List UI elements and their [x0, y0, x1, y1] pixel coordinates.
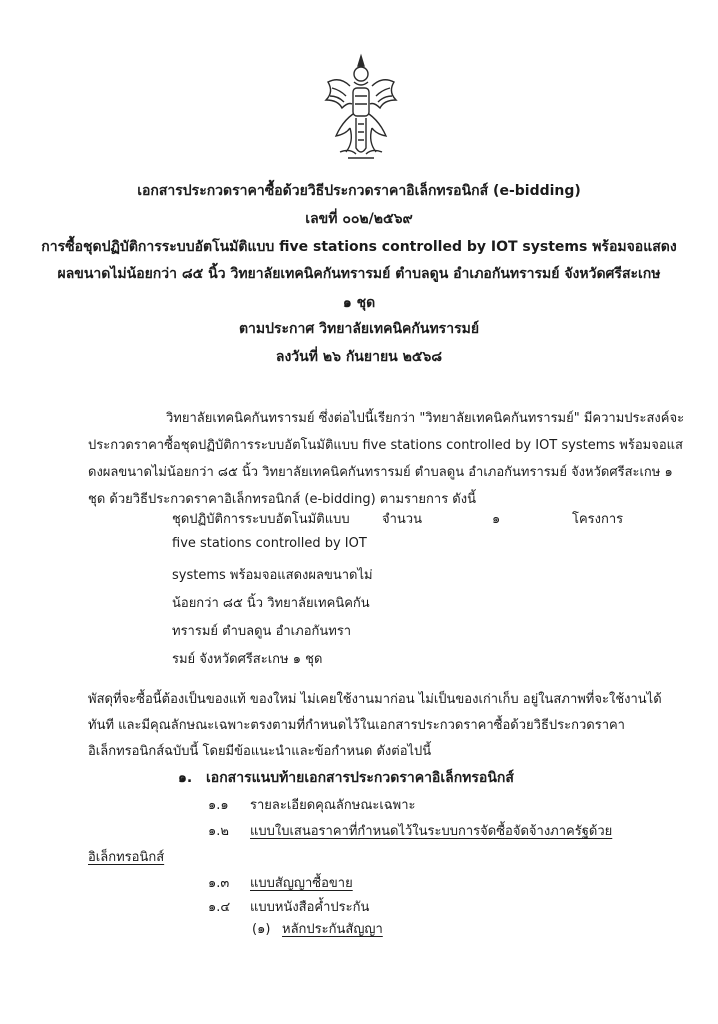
item-desc-line-6: รมย์ จังหวัดศรีสะเกษ ๑ ชุด: [172, 652, 323, 667]
intro-line-3: ดงผลขนาดไม่น้อยกว่า ๘๕ นิ้ว วิทยาลัยเทคนิคกันทรารมย์ ตำบลดูน อำเภอกันทรารมย์ จังหวัดศรีสะเกษ ๑: [88, 465, 673, 480]
item-1-2-link-continuation[interactable]: อิเล็กทรอนิกส์: [88, 850, 165, 865]
intro-line-2: ประกวดราคาซื้อชุดปฏิบัติการระบบอัตโนมัติแบบ five stations controlled by IOT systems พร้อมจอแส: [88, 438, 683, 453]
sub-item-1-number: (๑): [252, 922, 271, 937]
item-1-3-link[interactable]: แบบสัญญาซื้อขาย: [250, 876, 353, 891]
condition-line-1: พัสดุที่จะซื้อนี้ต้องเป็นของแท้ ของใหม่ ไม่เคยใช้งานมาก่อน ไม่เป็นของเก่าเก็บ อยู่ในสภาพที่จะใช้งานได้: [88, 692, 662, 707]
subject-line-1: การซื้อชุดปฏิบัติการระบบอัตโนมัติแบบ five stations controlled by IOT systems พร้อมจอแสดง: [41, 239, 677, 255]
item-desc-line-5: ทรารมย์ ตำบลดูน อำเภอกันทรา: [172, 624, 352, 639]
item-desc-line-4: น้อยกว่า ๘๕ นิ้ว วิทยาลัยเทคนิคกัน: [172, 596, 370, 611]
item-1-4-number: ๑.๔: [208, 900, 231, 915]
item-qty-label: จำนวน: [382, 512, 422, 527]
item-unit: โครงการ: [572, 512, 624, 527]
item-1-4-text: แบบหนังสือค้ำประกัน: [250, 900, 370, 915]
date-line: ลงวันที่ ๒๖ กันยายน ๒๕๖๘: [275, 349, 443, 365]
item-1-2-number: ๑.๒: [208, 824, 229, 839]
condition-line-3: อิเล็กทรอนิกส์ฉบับนี้ โดยมีข้อแนะนำและข้อกำหนด ดังต่อไปนี้: [88, 744, 432, 759]
item-1-1-number: ๑.๑: [208, 798, 229, 813]
item-desc-line-2: five stations controlled by IOT: [172, 536, 367, 551]
item-1-1-text: รายละเอียดคุณลักษณะเฉพาะ: [250, 798, 416, 813]
document-title: เอกสารประกวดราคาซื้อด้วยวิธีประกวดราคาอิเล็กทรอนิกส์ (e-bidding): [137, 183, 581, 199]
garuda-emblem-icon: [320, 52, 402, 164]
section-1-number: ๑.: [178, 770, 193, 786]
document-number: เลขที่ ๐๐๒/๒๕๖๙: [305, 211, 413, 227]
sub-item-1-link[interactable]: หลักประกันสัญญา: [282, 922, 383, 937]
quantity-line: ๑ ชุด: [342, 295, 376, 311]
item-desc-line-3: systems พร้อมจอแสดงผลขนาดไม่: [172, 568, 373, 583]
subject-line-2: ผลขนาดไม่น้อยกว่า ๘๕ นิ้ว วิทยาลัยเทคนิคกันทรารมย์ ตำบลดูน อำเภอกันทรารมย์ จังหวัดศรีสะเกษ: [57, 266, 661, 282]
item-desc-line-1: ชุดปฏิบัติการระบบอัตโนมัติแบบ: [172, 512, 350, 527]
announcement-line: ตามประกาศ วิทยาลัยเทคนิคกันทรารมย์: [238, 321, 480, 337]
intro-line-1: วิทยาลัยเทคนิคกันทรารมย์ ซึ่งต่อไปนี้เรียกว่า "วิทยาลัยเทคนิคกันทรารมย์" มีความประสงค์จะ: [166, 411, 685, 426]
intro-line-4: ชุด ด้วยวิธีประกวดราคาอิเล็กทรอนิกส์ (e-bidding) ตามรายการ ดังนี้: [88, 492, 476, 507]
condition-line-2: ทันที และมีคุณลักษณะเฉพาะตรงตามที่กำหนดไว้ในเอกสารประกวดราคาซื้อด้วยวิธีประกวดราคา: [88, 718, 625, 733]
item-1-3-number: ๑.๓: [208, 876, 230, 891]
item-1-2-link[interactable]: แบบใบเสนอราคาที่กำหนดไว้ในระบบการจัดซื้อจัดจ้างภาครัฐด้วย: [250, 824, 613, 839]
section-1-title: เอกสารแนบท้ายเอกสารประกวดราคาอิเล็กทรอนิกส์: [206, 770, 514, 786]
item-qty-value: ๑: [492, 512, 501, 527]
